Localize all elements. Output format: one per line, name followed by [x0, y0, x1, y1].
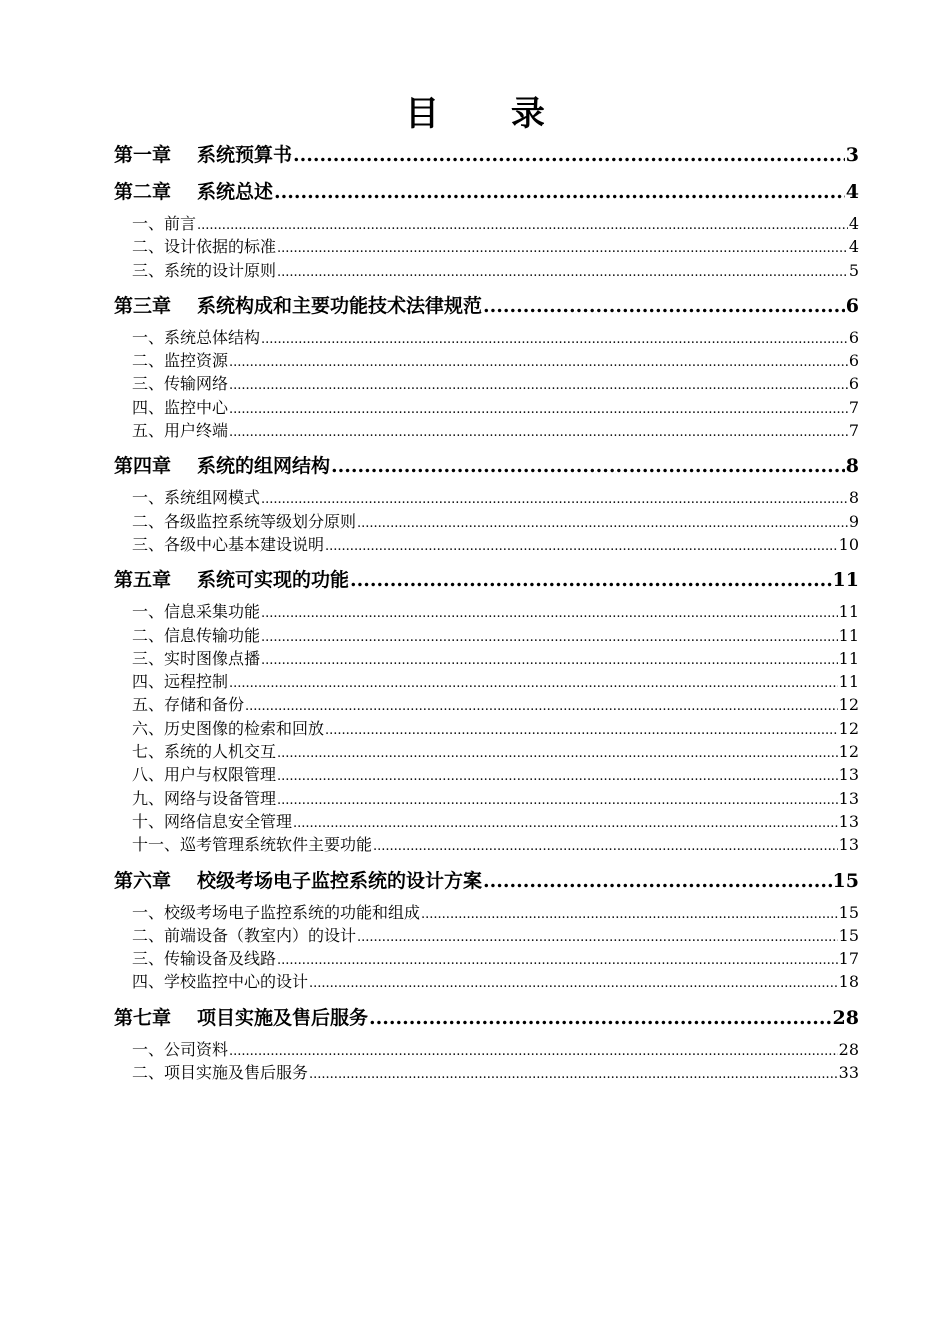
toc-section-entry[interactable]: [114, 1038, 859, 1061]
toc-section-entry[interactable]: [114, 259, 859, 282]
chapter-title: 项目实施及售后服务: [197, 1006, 369, 1029]
page-title: 目 录: [405, 94, 575, 134]
dot-leader: [483, 294, 845, 319]
chapter-page-number: 3: [845, 144, 859, 166]
toc-section-entry[interactable]: [114, 763, 859, 786]
section-page-number: 11: [838, 602, 859, 622]
dot-leader: [274, 180, 845, 205]
toc-chapter-entry[interactable]: [114, 454, 859, 479]
dot-leader: [325, 717, 838, 742]
dot-leader: [277, 787, 838, 812]
chapter-title: 系统的组网结构: [197, 455, 331, 478]
dot-leader: [229, 396, 848, 421]
toc-chapter-entry[interactable]: [114, 143, 859, 168]
dot-leader: [229, 372, 848, 397]
dot-leader: [229, 419, 848, 444]
dot-leader: [421, 901, 838, 926]
section-title: 三、各级中心基本建设说明: [132, 534, 325, 554]
section-title: 二、设计依据的标准: [132, 237, 277, 257]
toc-section-entry[interactable]: [114, 901, 859, 924]
section-page-number: 12: [838, 695, 859, 715]
dot-leader: [309, 970, 838, 995]
dot-leader: [309, 1061, 838, 1086]
chapter-number: 第七章: [114, 1006, 172, 1029]
dot-leader: [261, 624, 838, 649]
chapter-number: 第四章: [114, 455, 172, 478]
chapter-number: 第五章: [114, 569, 172, 592]
dot-leader: [261, 600, 838, 625]
dot-leader: [261, 486, 848, 511]
section-title: 一、系统组网模式: [132, 488, 261, 508]
section-title: 二、各级监控系统等级划分原则: [132, 511, 357, 531]
section-title: 四、学校监控中心的设计: [132, 972, 309, 992]
section-page-number: 33: [838, 1063, 859, 1083]
chapter-page-number: 11: [832, 569, 859, 592]
section-page-number: 17: [838, 949, 859, 969]
toc-section-entry[interactable]: [114, 787, 859, 810]
section-page-number: 6: [848, 374, 859, 394]
chapter-number: 第六章: [114, 869, 172, 892]
chapter-title: 系统预算书: [197, 144, 293, 166]
section-title: 四、监控中心: [132, 397, 229, 417]
toc-section-entry[interactable]: [114, 372, 859, 395]
section-page-number: 28: [838, 1039, 859, 1059]
section-title: 一、系统总体结构: [132, 327, 261, 347]
dot-leader: [293, 810, 838, 835]
toc-section-entry[interactable]: [114, 647, 859, 670]
toc-chapter-entry[interactable]: [114, 869, 859, 894]
section-title: 三、传输设备及线路: [132, 949, 277, 969]
toc-section-entry[interactable]: [114, 740, 859, 763]
section-page-number: 12: [838, 742, 859, 762]
toc-chapter-entry[interactable]: [114, 1006, 859, 1031]
toc-section-entry[interactable]: [114, 419, 859, 442]
dot-leader: [325, 533, 838, 558]
dot-leader: [369, 1006, 832, 1031]
dot-leader: [277, 740, 838, 765]
chapter-page-number: 28: [832, 1006, 859, 1029]
section-title: 一、前言: [132, 214, 197, 233]
toc-section-entry[interactable]: [114, 693, 859, 716]
dot-leader: [277, 235, 848, 260]
toc-section-entry[interactable]: [114, 833, 859, 856]
section-title: 九、网络与设备管理: [132, 788, 277, 808]
toc-section-entry[interactable]: [114, 212, 859, 235]
section-title: 一、公司资料: [132, 1039, 229, 1059]
dot-leader: [261, 326, 848, 351]
dot-leader: [357, 924, 838, 949]
dot-leader: [245, 693, 838, 718]
section-page-number: 7: [848, 421, 859, 441]
chapter-title: 系统可实现的功能: [197, 569, 350, 592]
toc-section-entry[interactable]: [114, 924, 859, 947]
toc-section-entry[interactable]: [114, 326, 859, 349]
section-page-number: 6: [848, 327, 859, 347]
section-title: 三、实时图像点播: [132, 648, 261, 668]
dot-leader: [277, 763, 838, 788]
section-title: 一、信息采集功能: [132, 602, 261, 622]
dot-leader: [229, 349, 848, 374]
dot-leader: [293, 143, 845, 168]
section-page-number: 18: [838, 972, 859, 992]
dot-leader: [229, 670, 838, 695]
dot-leader: [277, 259, 848, 284]
section-title: 十一、巡考管理系统软件主要功能: [132, 835, 373, 855]
dot-leader: [229, 1038, 838, 1063]
dot-leader: [197, 212, 848, 237]
toc-section-entry[interactable]: [114, 810, 859, 833]
section-title: 五、用户终端: [132, 421, 229, 441]
section-page-number: 8: [848, 488, 859, 508]
chapter-title: 系统总述: [197, 181, 274, 203]
toc-section-entry[interactable]: [114, 970, 859, 993]
toc-section-entry[interactable]: [114, 947, 859, 970]
section-page-number: 11: [838, 648, 859, 668]
chapter-page-number: 6: [845, 294, 859, 317]
dot-leader: [331, 454, 845, 479]
dot-leader: [357, 510, 848, 535]
chapter-title: 系统构成和主要功能技术法律规范: [197, 294, 483, 317]
toc-section-entry[interactable]: [114, 533, 859, 556]
chapter-number: 第二章: [114, 181, 172, 203]
section-page-number: 4: [848, 214, 859, 233]
chapter-number: 第三章: [114, 294, 172, 317]
section-title: 四、远程控制: [132, 672, 229, 692]
toc-chapter-entry[interactable]: [114, 294, 859, 319]
toc-section-entry[interactable]: [114, 396, 859, 419]
section-title: 二、信息传输功能: [132, 625, 261, 645]
chapter-title: 校级考场电子监控系统的设计方案: [197, 869, 483, 892]
section-page-number: 6: [848, 351, 859, 371]
chapter-page-number: 8: [845, 455, 859, 478]
section-title: 七、系统的人机交互: [132, 742, 277, 762]
section-title: 三、传输网络: [132, 374, 229, 394]
section-title: 五、存储和备份: [132, 695, 245, 715]
section-page-number: 13: [838, 788, 859, 808]
section-title: 十、网络信息安全管理: [132, 811, 293, 831]
dot-leader: [277, 947, 838, 972]
section-page-number: 7: [848, 397, 859, 417]
section-title: 二、项目实施及售后服务: [132, 1063, 309, 1083]
section-title: 六、历史图像的检索和回放: [132, 718, 325, 738]
toc-section-entry[interactable]: [114, 349, 859, 372]
chapter-page-number: 15: [832, 869, 859, 892]
section-page-number: 11: [838, 672, 859, 692]
toc-section-entry[interactable]: [114, 510, 859, 533]
toc-section-entry[interactable]: [114, 600, 859, 623]
toc-chapter-entry[interactable]: [114, 568, 859, 593]
dot-leader: [261, 647, 838, 672]
chapter-page-number: 4: [845, 181, 859, 203]
toc-section-entry[interactable]: [114, 670, 859, 693]
toc-section-entry[interactable]: [114, 717, 859, 740]
toc-section-entry[interactable]: [114, 1061, 859, 1084]
section-page-number: 10: [838, 534, 859, 554]
section-title: 八、用户与权限管理: [132, 765, 277, 785]
section-page-number: 12: [838, 718, 859, 738]
dot-leader: [483, 869, 832, 894]
toc-section-entry[interactable]: [114, 624, 859, 647]
toc-chapter-entry[interactable]: [114, 180, 859, 205]
section-page-number: 13: [838, 765, 859, 785]
table-of-contents: [114, 143, 859, 1084]
section-page-number: 13: [838, 811, 859, 831]
dot-leader: [350, 568, 832, 593]
dot-leader: [373, 833, 838, 858]
section-title: 二、监控资源: [132, 351, 229, 371]
section-page-number: 11: [838, 625, 859, 645]
toc-section-entry[interactable]: [114, 486, 859, 509]
toc-section-entry[interactable]: [114, 235, 859, 258]
section-title: 二、前端设备（教室内）的设计: [132, 925, 357, 945]
section-title: 一、校级考场电子监控系统的功能和组成: [132, 902, 421, 922]
section-page-number: 15: [838, 902, 859, 922]
section-page-number: 13: [838, 835, 859, 855]
section-page-number: 15: [838, 925, 859, 945]
chapter-number: 第一章: [114, 144, 172, 166]
section-title: 三、系统的设计原则: [132, 260, 277, 280]
section-page-number: 4: [848, 237, 859, 257]
section-page-number: 9: [848, 511, 859, 531]
section-page-number: 5: [848, 260, 859, 280]
